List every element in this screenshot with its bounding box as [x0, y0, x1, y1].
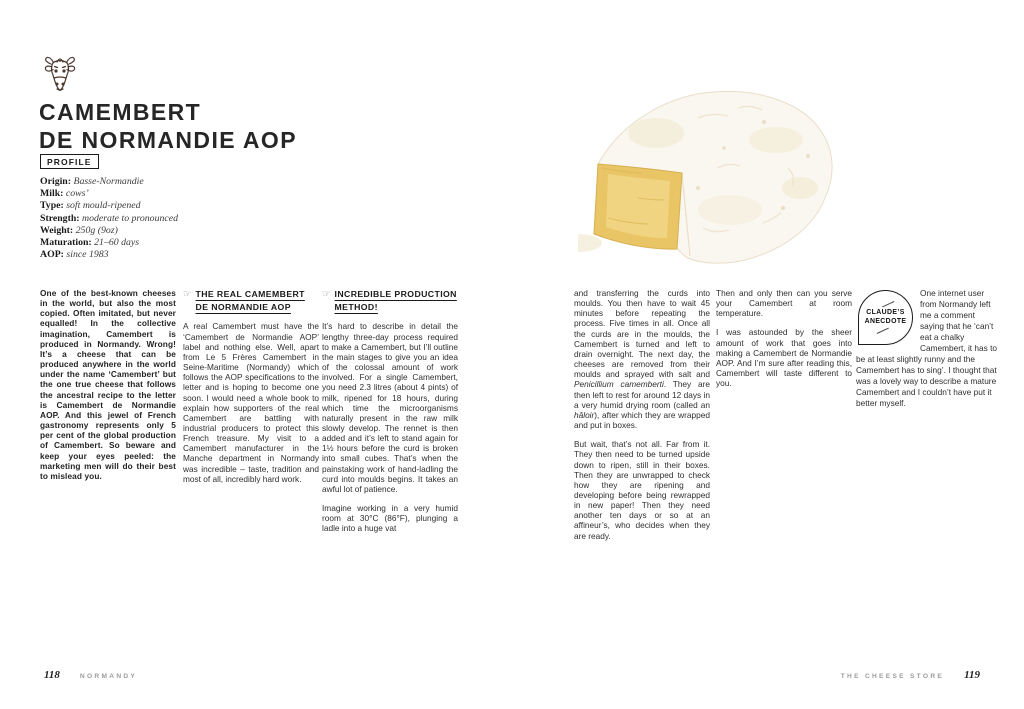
real-camembert-heading-text: THE REAL CAMEMBERT DE NORMANDIE AOP — [195, 289, 305, 313]
pointing-finger-icon: ☞ — [183, 289, 192, 300]
camembert-wheel-illustration — [578, 78, 844, 270]
badge-line1: CLAUDE’S — [866, 308, 905, 316]
serving-column: Then and only then can you serve your Camembert at room temperature. I was astounded by the sheer amount of work that goes into making a Camembert de Normandie AOP. And I’m sure after reading this, Camembert will taste different to you. — [716, 288, 852, 389]
profile-row-maturation: Maturation: 21–60 days — [40, 237, 140, 249]
right-page-number: 119 — [964, 669, 980, 681]
left-section-label: NORMANDY — [79, 673, 138, 680]
real-camembert-heading — [183, 288, 319, 314]
badge-slash-decoration — [877, 328, 889, 334]
production-method-column — [322, 288, 458, 543]
real-camembert-column — [183, 288, 319, 493]
profile-row-type: Type: soft mould-ripened — [40, 200, 141, 212]
anecdote-text: One internet user from Normandy left me a comment saying that he ‘can’t eat a chalky Camembert, it has to be at least slightly runny and the Camembert has to sing’. I thought that was a lovely way to describe a mature Camembert and I couldn’t have put it better myself. — [856, 288, 998, 408]
anecdote-column — [856, 288, 998, 409]
claudes-anecdote-badge — [858, 290, 913, 345]
production-method-heading — [322, 288, 458, 314]
profile-row-weight: Weight: 250g (9oz) — [40, 224, 118, 236]
right-section-label: THE CHEESE STORE — [840, 673, 945, 680]
pointing-finger-icon: ☞ — [322, 289, 331, 300]
profile-row-aop: AOP: since 1983 — [40, 249, 109, 261]
page-title-line2: DE NORMANDIE AOP — [39, 126, 297, 153]
page-title-line1: CAMEMBERT — [39, 99, 202, 125]
profile-list — [40, 176, 178, 261]
right-footer — [841, 669, 980, 681]
intro-column: One of the best-known cheeses in the world, but also the most copied. Often imitated, but never equalled! In the collective imagination, Camembert is produced in Normandy. Wrong! It’s a cheese that can be produced anywhere in the world under the name ‘Camembert’ but the one true cheese that follows the ancestral recipe to the letter is Camembert de Normandie AOP. And this jewel of French gastronomy represents only 5 per cent of the global production of Camembert. So beware and keep your eyes peeled: the marketing men will do their best to mislead you. — [40, 288, 176, 481]
profile-row-origin: Origin: Basse-Normandie — [40, 176, 144, 187]
left-footer — [44, 669, 137, 681]
production-method-heading-text: INCREDIBLE PRODUCTION METHOD! — [334, 289, 457, 313]
production-method-body: It’s hard to describe in detail the lengthy three-day process required to make a Camembert, but I’ll outline the main stages to give you an idea of the colossal amount of work involved. For a single Camembert, you need 2.3 litres (about 4 pints) of milk, ripened for 18 hours, during which time the microorganisms naturally present in the raw milk slowly develop. The rennet is then added and it’s left to stand again for 1½ hours before the curd is broken into small cubes. That’s when the painstaking work of hand-ladling the curd into moulds begins. It takes an awful lot of patience. Imagine working in a very humid room at 30°C (86°F), plunging a ladle into a huge vat — [322, 321, 458, 534]
profile-tag: PROFILE — [40, 154, 99, 169]
profile-row-strength: Strength: moderate to pronounced — [40, 212, 178, 224]
profile-row-milk: Milk: cows’ — [40, 188, 89, 200]
left-page-number: 118 — [44, 669, 60, 681]
badge-line2: ANECDOTE — [864, 317, 907, 325]
continuation-column: and transferring the curds into moulds. You then have to wait 45 minutes before repeating the process. Five times in all. Once all the curds are in the moulds, the Camembert is turned and left to drain overnight. The next day, the cheeses are removed from their moulds and sprayed with salt and Penicillium camemberti. They are then left to rest for around 12 days in a very humid drying room (called an hâloir), after which they are wrapped and put in boxes. But wait, that’s not all. Far from it. They then need to be turned upside down to ripen, still in their boxes. Then they are unwrapped to check how they are ripening and developing before being rewrapped in new paper! Then they need another ten days or so at an affineur’s, who decides when they are ready. — [574, 288, 710, 541]
cow-head-icon — [40, 56, 80, 100]
badge-slash-decoration — [882, 301, 894, 307]
real-camembert-body: A real Camembert must have the ‘Camembert de Normandie AOP’ label and nothing else. Well, apart from Le 5 Frères Camembert in Seine-Maritime (Normandy) which follows the AOP specifications to the letter and is hoping to become one soon. I would need a whole book to explain how supporters of the real Camembert are battling with industrial producers to protect this French treasure. My visit to a Camembert manufacturer in the Manche department in Normandy was incredible – taste, tradition and most of all, incredibly hard work. — [183, 321, 319, 484]
page-title — [39, 99, 297, 154]
